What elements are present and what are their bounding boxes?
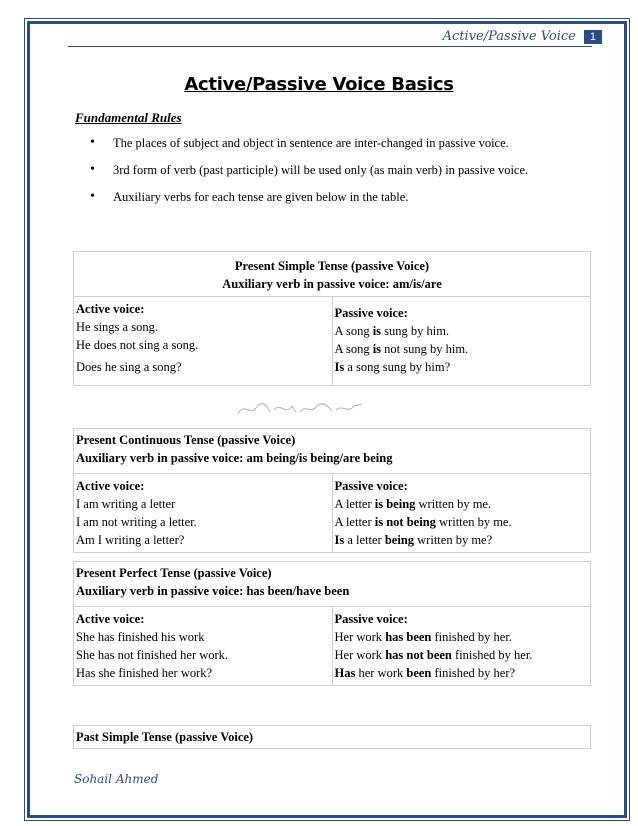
active-label: Active voice: [76, 612, 145, 626]
tense-title: Past Simple Tense (passive Voice) [76, 730, 254, 744]
signature-watermark [236, 398, 366, 420]
sentence-text: finished by her? [431, 666, 516, 680]
tense-title: Present Simple Tense (passive Voice) [234, 259, 430, 273]
sentence-text: finished by her. [451, 648, 533, 662]
active-cell [74, 297, 333, 386]
passive-sentence [335, 628, 589, 646]
present-continuous-table [73, 428, 591, 553]
tense-title: Present Perfect Tense (passive Voice) [76, 566, 272, 580]
auxiliary-verb: been [406, 666, 432, 680]
active-sentence: She has finished his work [76, 630, 205, 644]
rules-list [90, 136, 528, 217]
passive-sentence [335, 340, 589, 358]
active-label: Active voice: [76, 479, 145, 493]
active-sentence: Has she finished her work? [76, 666, 213, 680]
active-sentence: Does he sing a song? [76, 360, 182, 374]
active-sentence: I am not writing a letter. [76, 515, 197, 529]
active-sentence: She has not finished her work. [76, 648, 229, 662]
sentence-text: Her work [334, 630, 386, 644]
passive-cell [332, 474, 591, 553]
auxiliary-verb: Is [334, 360, 345, 374]
sentence-text: finished by her. [431, 630, 512, 644]
passive-sentence [335, 358, 589, 376]
rule-item: • 3rd form of verb (past participle) will be used only (as main verb) in passive voice. [90, 163, 528, 190]
active-cell [74, 474, 333, 553]
auxiliary-verb: has not been [385, 648, 452, 662]
tense-title: Present Continuous Tense (passive Voice) [76, 433, 296, 447]
active-cell [74, 607, 333, 686]
present-simple-table [73, 251, 591, 386]
sentence-text: written by me? [414, 533, 493, 547]
sentence-text: A song [334, 324, 373, 338]
auxiliary-note: Auxiliary verb in passive voice: am being/is being/are being [76, 451, 393, 465]
rule-item: • Auxiliary verbs for each tense are given below in the table. [90, 190, 528, 217]
active-sentence: He sings a song. [76, 320, 158, 334]
auxiliary-verb: is not being [374, 515, 436, 529]
sentence-text: sung by him. [381, 324, 450, 338]
passive-sentence [335, 495, 589, 513]
auxiliary-verb: has been [385, 630, 432, 644]
auxiliary-verb: being [384, 533, 415, 547]
table-heading [74, 252, 591, 297]
sentence-text: A letter [334, 497, 375, 511]
footer-author: Sohail Ahmed [74, 772, 159, 786]
passive-cell [332, 297, 591, 386]
sentence-text: her work [355, 666, 407, 680]
passive-sentence [335, 322, 589, 340]
passive-sentence [335, 513, 589, 531]
sentence-text: a letter [344, 533, 385, 547]
sentence-text: a song sung by him? [344, 360, 451, 374]
table-heading [74, 726, 591, 749]
past-simple-table [73, 725, 591, 749]
active-sentence: I am writing a letter [76, 497, 176, 511]
auxiliary-note: Auxiliary verb in passive voice: am/is/are [222, 277, 442, 291]
passive-cell [332, 607, 591, 686]
header-text: Active/Passive Voice [442, 29, 576, 44]
passive-label: Passive voice: [334, 612, 408, 626]
auxiliary-verb: is [372, 324, 382, 338]
rule-item: • The places of subject and object in sentence are inter-changed in passive voice. [90, 136, 528, 163]
header-divider [68, 46, 592, 47]
sentence-text: not sung by him. [381, 342, 469, 356]
active-label: Active voice: [76, 302, 145, 316]
page-number: 1 [584, 30, 602, 44]
auxiliary-verb: Is [334, 533, 345, 547]
auxiliary-note: Auxiliary verb in passive voice: has been/have been [76, 584, 350, 598]
passive-sentence [335, 646, 589, 664]
present-perfect-table [73, 561, 591, 686]
active-sentence: Am I writing a letter? [76, 533, 185, 547]
auxiliary-verb: is being [374, 497, 416, 511]
passive-sentence [335, 531, 589, 549]
auxiliary-verb: Has [334, 666, 356, 680]
running-header [443, 29, 602, 44]
auxiliary-verb: is [372, 342, 382, 356]
rules-heading: Fundamental Rules [75, 110, 182, 125]
passive-label: Passive voice: [334, 306, 408, 320]
sentence-text: written by me. [435, 515, 512, 529]
sentence-text: Her work [334, 648, 386, 662]
sentence-text: written by me. [415, 497, 492, 511]
table-heading [74, 562, 591, 607]
page-title: Active/Passive Voice Basics [184, 74, 454, 95]
sentence-text: A letter [334, 515, 375, 529]
passive-label: Passive voice: [334, 479, 408, 493]
table-heading [74, 429, 591, 474]
active-sentence: He does not sing a song. [76, 338, 199, 352]
signature-image [236, 398, 366, 420]
passive-sentence [335, 664, 589, 682]
sentence-text: A song [334, 342, 373, 356]
